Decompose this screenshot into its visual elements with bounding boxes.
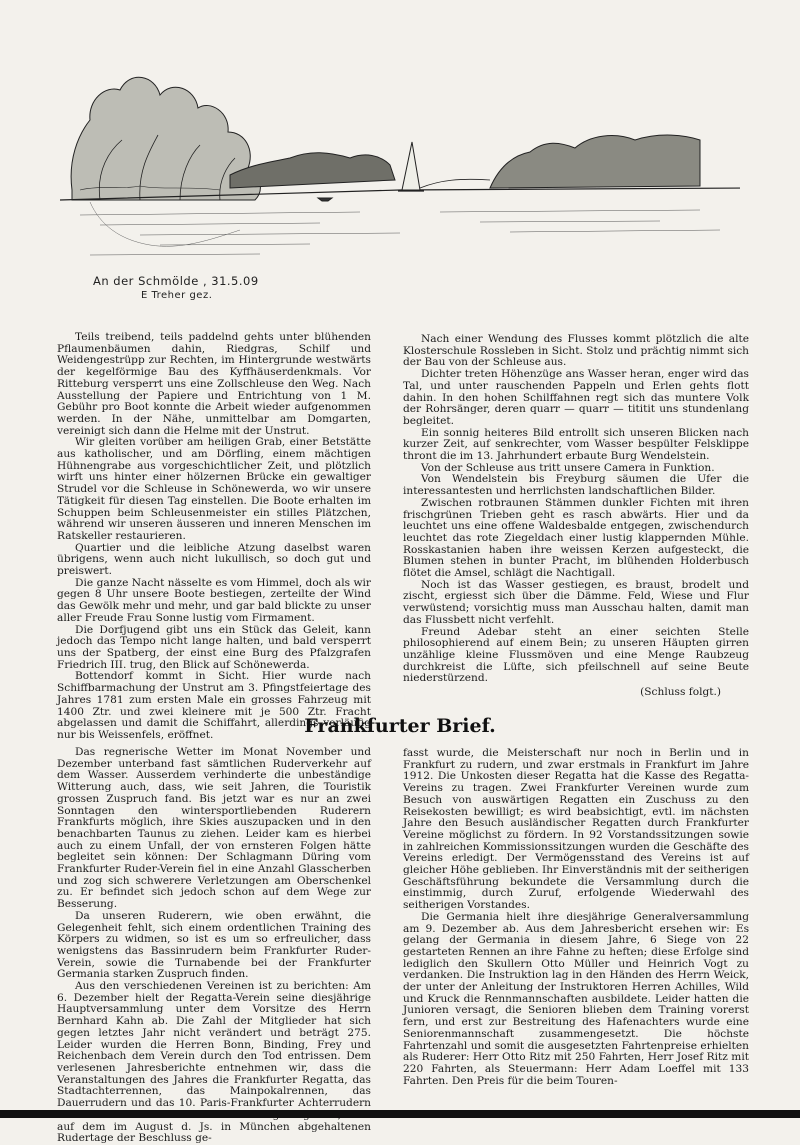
article1-right-column <box>403 334 749 699</box>
paragraph: Zwischen rotbraunen Stämmen dunkler Fichten mit ihren frischgrünen Trieben geht es rasch abwärts. Hier und da leuchtet uns eine offene Waldesbalde entgegen, zwischendurch leuchtet das rote Ziegeldach einer lustig klappernden Mühle. Rosskastanien haben ihre weissen Kerzen aufgesteckt, die Blumen stehen in bunter Pracht, im blühenden Holderbusch flötet die Amsel, schlägt die Nachtigall. <box>403 496 749 580</box>
paragraph: Aus den verschiedenen Vereinen ist zu berichten: Am 6. Dezember hielt der Regatta-Verein seine diesjährige Hauptversammlung unter dem Vorsitze des Herrn Bernhard Kahn ab. Die Zahl der Mitglieder hat sich gegen letztes Jahr nicht verändert und beträgt 275. Leider wurden die Herren Bonn, Binding, Frey und Reichenbach dem Verein durch den Tod entrissen. Dem verlesenen Jahresberichte entnehmen wir, dass die Veranstaltungen des Jahres die Frankfurter Regatta, das Stadtachterrennen, das Mainpokalrennen, das Dauerrudern und das 10. Paris-Frankfurter Achterrudern auf dem im August d. Js. in München abgehaltenen Rudertage der Beschluss ge- <box>57 980 371 1145</box>
landscape-illustration <box>60 40 740 305</box>
article1-left-column <box>57 332 371 742</box>
paragraph: Noch ist das Wasser gestiegen, es braust, brodelt und zischt, ergiesst sich über die Dämme. Feld, Wiese und Flur verwüstend; vorsichtig muss man Ausschau halten, damit man das Flussbett nicht verfehlt. <box>403 578 749 626</box>
page-bottom-edge <box>0 1110 800 1118</box>
article2-right-column <box>403 748 749 1087</box>
paragraph: Bottendorf kommt in Sicht. Hier wurde nach Schiffbarmachung der Unstrut am 3. Pfingstfeiertage des Jahres 1781 zum ersten Male ein grosses Fahrzeug mit 1400 Ztr. und zwei kleinere mit je 500 Ztr. Fracht abgelassen und damit die Schiffahrt, allerdings vorläufig nur bis Weissenfels, eröffnet. <box>57 670 371 741</box>
paragraph: Quartier und die leibliche Atzung daselbst waren übrigens, wenn auch nicht lukullisch, so doch gut und preiswert. <box>57 541 371 578</box>
paragraph: Teils treibend, teils paddelnd gehts unter blühenden Pflaumenbäumen dahin, Riedgras, Schilf und Weidengestrüpp zur Rechten, im Hintergrunde westwärts der kegelförmige Bau des Kyffhäuserdenkmals. Vor Ritteburg versperrt uns eine Zollschleuse den Weg. Nach Ausstellung der Papiere und Entrichtung von 1 M. Gebühr pro Boot konnte die Arbeit wieder aufgenommen werden. In der Nähe, unmittelbar am Domgarten, vereinigt sich dann die Helme mit der Unstrut. <box>57 331 371 437</box>
illustration-credit: E Treher gez. <box>141 290 213 301</box>
paragraph: Von Wendelstein bis Freyburg säumen die Ufer die interessantesten und herrlichsten landschaftlichen Bilder. <box>403 473 749 498</box>
paragraph: Die Dorfjugend gibt uns ein Stück das Geleit, kann jedoch das Tempo nicht lange halten, und bald versperrt uns der Spatberg, der einst eine Burg des Pfalzgrafen Friedrich III. trug, den Blick auf Schönewerda. <box>57 623 371 671</box>
illustration-caption: An der Schmölde , 31.5.09 <box>93 274 259 288</box>
paragraph: Von der Schleuse aus tritt unsere Camera in Funktion. <box>421 461 715 474</box>
continuation-note: (Schluss folgt.) <box>640 686 721 699</box>
article2-left-column <box>57 747 371 1145</box>
paragraph: Freund Adebar steht an einer seichten Stelle philosophierend auf einem Bein; zu unseren Häupten girren unzählige kleine Flussmöven und eine Menge Raubzeug durchkreist die Lüfte, sich pfeilschnell auf seine Beute niederstürzend. <box>403 625 749 685</box>
paragraph: Nach einer Wendung des Flusses kommt plötzlich die alte Klosterschule Rossleben in Sicht. Stolz und prächtig nimmt sich der Bau von der Schleuse aus. <box>403 333 749 369</box>
paragraph: Das regnerische Wetter im Monat November und Dezember unterband fast sämtlichen Ruderverkehr auf dem Wasser. Ausserdem verhinderte die unbeständige Witterung auch, dass, wie seit Jahren, die Touristik grossen Zuspruch fand. Bis jetzt war es nur an zwei Sonntagen den wintersportliebenden Ruderern Frankfurts möglich, ihre Skies auszupacken und in den benachbarten Taunus zu ziehen. Leider kam es hierbei auch zu einem Unfall, der von ernsteren Folgen hätte begleitet sein können: Der Schlagmann Düring vom Frankfurter Ruder-Verein fiel in eine Anzahl Glasscherben und zog sich schwerere Verletzungen am Oberschenkel zu. Er befindet sich jedoch schon auf dem Wege zur Besserung. <box>57 746 371 911</box>
paragraph: Wir gleiten vorüber am heiligen Grab, einer Betstätte aus katholischer, und am Dörfling, einem mächtigen Hühnengrabe aus vorgeschichtlicher Zeit, und plötzlich wirft uns hinter einer hölzernen Brücke ein gewaltiger Strudel vor die Schleuse in Schönewerda, wo wir unsere Tätigkeit für diesen Tag einstellen. Die Boote erhalten im Schuppen beim Schleusenmeister ein stilles Plätzchen, während wir unseren äusseren und inneren Menschen im Ratskeller restaurieren. <box>57 436 371 542</box>
paragraph: Die ganze Nacht nässelte es vom Himmel, doch als wir gegen 8 Uhr unsere Boote bestiegen, zerteilte der Wind das Gewölk mehr und mehr, und gar bald blickte zu unser aller Freude Frau Sonne lustig vom Firmament. <box>57 576 371 624</box>
paragraph: Da unseren Ruderern, wie oben erwähnt, die Gelegenheit fehlt, sich einem ordentlichen Training des Körpers zu widmen, so ist es um so erfreulicher, dass wenigstens das Bassinrudern beim Frankfurter Ruder-Verein, sowie die Turnabende bei der Frankfurter Germania starken Zuspruch finden. <box>57 909 371 981</box>
section-title: Frankfurter Brief. <box>304 715 496 737</box>
paragraph: Die Germania hielt ihre diesjährige Generalversammlung am 9. Dezember ab. Aus dem Jahresbericht ersehen wir: Es gelang der Germania in diesem Jahre, 6 Siege von 22 gestarteten Rennen an ihre Fahne zu heften; diese Erfolge sind lediglich den Skullern Otto Müller und Heinrich Vogt zu verdanken. Die Instruktion lag in den Händen des Herrn Weick, der unter der Anleitung der Instruktoren Herren Achilles, Wild und Kruck die Rennmannschaften ausbildete. Leider hatten die Junioren versagt, die Senioren blieben dem Training vorerst fern, und erst zur Bestreitung des Hafenachters wurde eine Seniorenmannschaft zusammengesetzt. Die höchste Fahrtenzahl und somit die ausgesetzten Fahrtenpreise erhielten als Ruderer: Herr Otto Ritz mit 250 Fahrten, Herr Josef Ritz mit 220 Fahrten, als Steuermann: Herr Adam Loeffel mit 133 Fahrten. Den Preis für die beim Touren- <box>403 910 749 1087</box>
paragraph: Ein sonnig heiteres Bild entrollt sich unseren Blicken nach kurzer Zeit, auf senkrechter, vom Wasser bespülter Felsklippe thront die im 13. Jahrhundert erbaute Burg Wendelstein. <box>403 426 749 463</box>
paragraph: Dichter treten Höhenzüge ans Wasser heran, enger wird das Tal, und unter rauschenden Pappeln und Erlen gehts flott dahin. In den hohen Schilffahnen regt sich das muntere Volk der Rohrsänger, deren quarr — quarr — tititit uns stundenlang begleitet. <box>403 368 749 427</box>
paragraph: fasst wurde, die Meisterschaft nur noch in Berlin und in Frankfurt zu rudern, und zwar erstmals in Frankfurt im Jahre 1912. Die Unkosten dieser Regatta hat die Kasse des Regatta-Vereins zu tragen. Zwei Frankfurter Vereinen wurde zum Besuch von auswärtigen Regatten ein Zuschuss zu den Reisekosten bewilligt; es wird beabsichtigt, evtl. im nächsten Jahre den Besuch ausländischer Regatten durch Frankfurter Vereine möglichst zu fördern. In 92 Vorstandssitzungen sowie in zahlreichen Kommissionssitzungen wurden die Geschäfte des Vereins erledigt. Der Vermögensstand des Vereins ist auf gleicher Höhe geblieben. Ihr Einverständnis mit der seitherigen Geschäftsführung bekundete die Versammlung durch die einstimmig, durch Zuruf, erfolgende Wiederwahl des seitherigen Vorstandes. <box>403 747 749 912</box>
